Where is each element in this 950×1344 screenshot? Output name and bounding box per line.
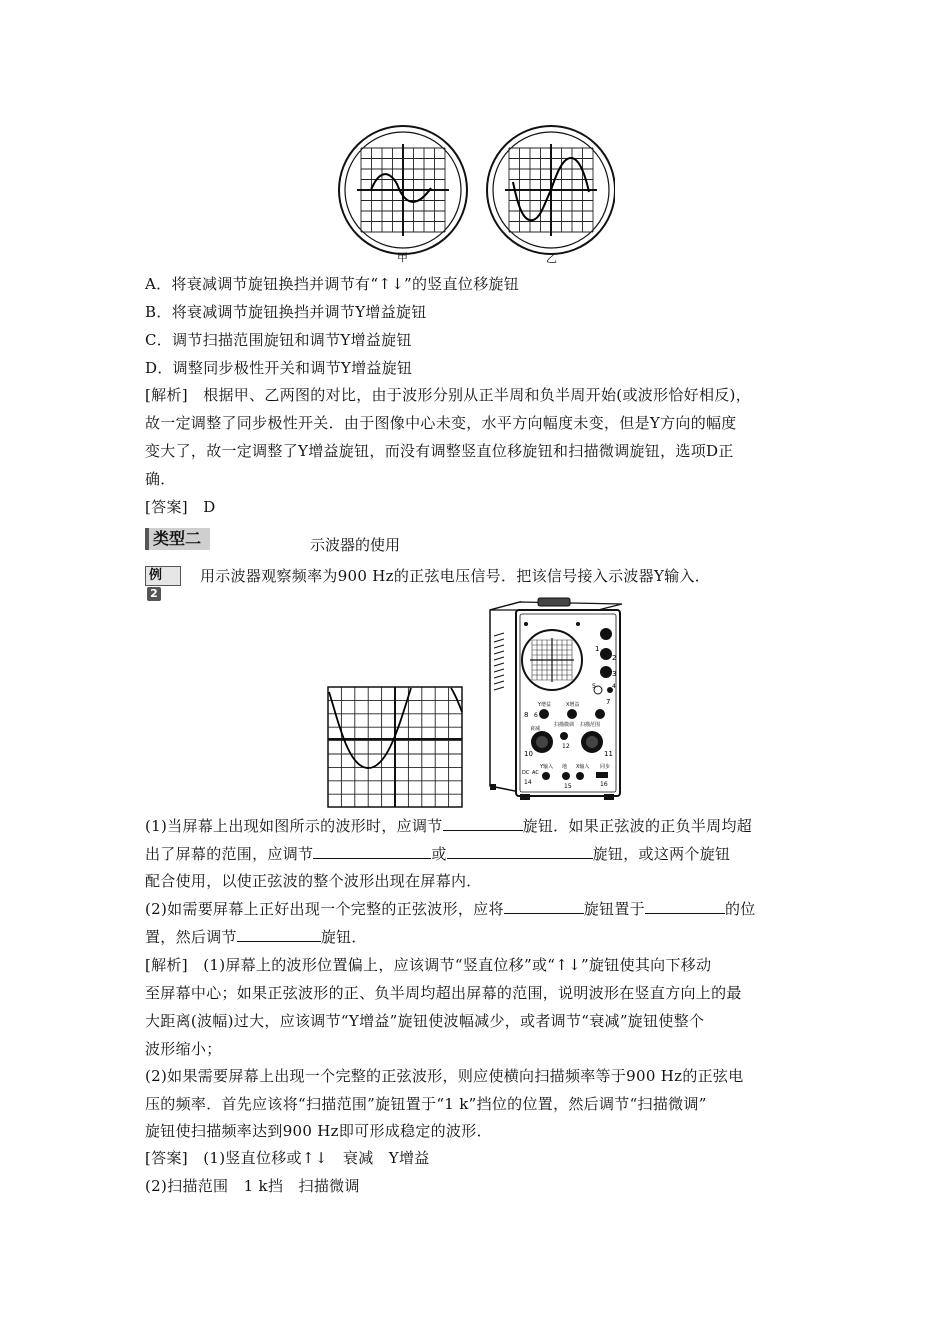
svg-text:3: 3 bbox=[612, 670, 617, 678]
screen-label-yi: 乙 bbox=[546, 252, 557, 265]
ex2-text: (1)当屏幕上出现如图所示的波形时，应调节 bbox=[145, 817, 443, 835]
option-d: D．调整同步极性开关和调节Y增益旋钮 bbox=[145, 359, 413, 377]
answer-blank[interactable] bbox=[645, 899, 725, 914]
label-x-input: X输入 bbox=[576, 764, 590, 770]
ex2-q2-line2 bbox=[145, 927, 367, 947]
ex2-q1-line3: 配合使用，以使正弦波的整个波形出现在屏幕内． bbox=[145, 872, 482, 890]
svg-text:5: 5 bbox=[592, 683, 596, 690]
ex2-q1-line1 bbox=[145, 816, 752, 836]
answer-blank[interactable] bbox=[504, 899, 584, 914]
answer-blank[interactable] bbox=[443, 816, 523, 831]
ex2-text: (2)如需要屏幕上正好出现一个完整的正弦波形，应将 bbox=[145, 900, 504, 918]
label-ground: 地 bbox=[562, 764, 568, 770]
option-b: B．将衰减调节旋钮换挡并调节Y增益旋钮 bbox=[145, 303, 427, 321]
screens-figure bbox=[335, 122, 615, 267]
analysis-line: 确． bbox=[145, 470, 176, 488]
option-c: C．调节扫描范围旋钮和调节Y增益旋钮 bbox=[145, 331, 412, 349]
example-stem: 用示波器观察频率为900 Hz的正弦电压信号．把该信号接入示波器Y输入． bbox=[200, 567, 711, 585]
answer-line: [答案] (1)竖直位移或↑↓ 衰减 Y增益 bbox=[145, 1149, 430, 1167]
svg-text:12: 12 bbox=[562, 743, 570, 750]
section-title: 示波器的使用 bbox=[310, 536, 401, 554]
screen-jia bbox=[339, 126, 467, 254]
svg-text:16: 16 bbox=[600, 781, 608, 788]
answer-blank[interactable] bbox=[313, 844, 431, 859]
ex2-q2-line1 bbox=[145, 899, 756, 919]
svg-text:2: 2 bbox=[612, 654, 617, 662]
ex2-text: 旋钮置于 bbox=[583, 900, 645, 918]
svg-text:10: 10 bbox=[524, 750, 533, 758]
ex2-text: 旋钮． bbox=[320, 928, 367, 946]
label-sync: 同步 bbox=[600, 764, 611, 770]
analysis-line: (2)如果需要屏幕上出现一个完整的正弦波形，则应使横向扫描频率等于900 Hz的正弦电 bbox=[145, 1067, 744, 1085]
answer-blank[interactable] bbox=[447, 844, 593, 859]
label-attenuation: 衰减 bbox=[530, 726, 541, 732]
svg-text:6: 6 bbox=[534, 712, 538, 719]
analysis-line: 旋钮使扫描频率达到900 Hz即可形成稳定的波形． bbox=[145, 1122, 492, 1140]
svg-text:7: 7 bbox=[606, 698, 611, 706]
analysis-line: [解析] 根据甲、乙两图的对比，由于波形分别从正半周和负半周开始(或波形恰好相反)， bbox=[145, 386, 752, 404]
example-badge-text: 例 bbox=[149, 568, 163, 583]
ex2-q1-line2 bbox=[145, 844, 730, 864]
option-a: A．将衰减调节旋钮换挡并调节有“↑↓”的竖直位移旋钮 bbox=[145, 275, 520, 293]
answer-line: [答案] D bbox=[145, 498, 216, 516]
label-scan-fine: 扫描微调 bbox=[554, 722, 575, 728]
waveform-grid-figure bbox=[327, 686, 463, 808]
ex2-text: 出了屏幕的范围，应调节 bbox=[145, 845, 314, 863]
label-ac: AC bbox=[532, 770, 539, 776]
ex2-text: 旋钮，或这两个旋钮 bbox=[592, 845, 731, 863]
svg-text:8: 8 bbox=[524, 711, 529, 719]
analysis-line: 故一定调整了同步极性开关．由于图像中心未变，水平方向幅度未变，但是Y方向的幅度 bbox=[145, 414, 737, 432]
answer-line: (2)扫描范围 1 k挡 扫描微调 bbox=[145, 1177, 360, 1195]
label-scan-range: 扫描范围 bbox=[580, 722, 601, 728]
oscilloscope-illustration bbox=[480, 596, 630, 802]
example-badge bbox=[145, 566, 181, 600]
section-tag: 类型二 bbox=[145, 528, 210, 550]
label-x-gain: X增益 bbox=[566, 702, 580, 708]
analysis-line: 波形缩小； bbox=[145, 1040, 222, 1058]
svg-text:1: 1 bbox=[595, 645, 600, 653]
answer-blank[interactable] bbox=[237, 927, 321, 942]
example-badge-number: 2 bbox=[147, 587, 161, 601]
screen-yi bbox=[487, 126, 615, 254]
analysis-line: 变大了，故一定调整了Y增益旋钮，而没有调整竖直位移旋钮和扫描微调旋钮，选项D正 bbox=[145, 442, 734, 460]
ex2-text: 置，然后调节 bbox=[145, 928, 237, 946]
ex2-text: 或 bbox=[431, 845, 447, 863]
label-y-input: Y输入 bbox=[540, 764, 554, 770]
ex2-text: 旋钮．如果正弦波的正负半周均超 bbox=[522, 817, 753, 835]
label-y-gain: Y增益 bbox=[538, 702, 552, 708]
analysis-line: 至屏幕中心；如果正弦波形的正、负半周均超出屏幕的范围，说明波形在竖直方向上的最 bbox=[145, 984, 742, 1002]
ex2-text: 的位 bbox=[724, 900, 756, 918]
svg-text:14: 14 bbox=[524, 779, 532, 786]
screen-label-jia: 甲 bbox=[397, 251, 408, 264]
analysis-line: 压的频率．首先应该将“扫描范围”旋钮置于“1 k”挡位的位置，然后调节“扫描微调” bbox=[145, 1095, 707, 1113]
svg-text:4: 4 bbox=[612, 683, 616, 690]
label-dc: DC bbox=[522, 770, 530, 776]
analysis-line: 大距离(波幅)过大，应该调节“Y增益”旋钮使波幅减少，或者调节“衰减”旋钮使整个 bbox=[145, 1012, 705, 1030]
svg-text:11: 11 bbox=[604, 750, 613, 758]
analysis-line: [解析] (1)屏幕上的波形位置偏上，应该调节“竖直位移”或“↑↓”旋钮使其向下移动 bbox=[145, 956, 712, 974]
waveform-jia bbox=[371, 174, 431, 202]
svg-text:15: 15 bbox=[564, 783, 572, 790]
